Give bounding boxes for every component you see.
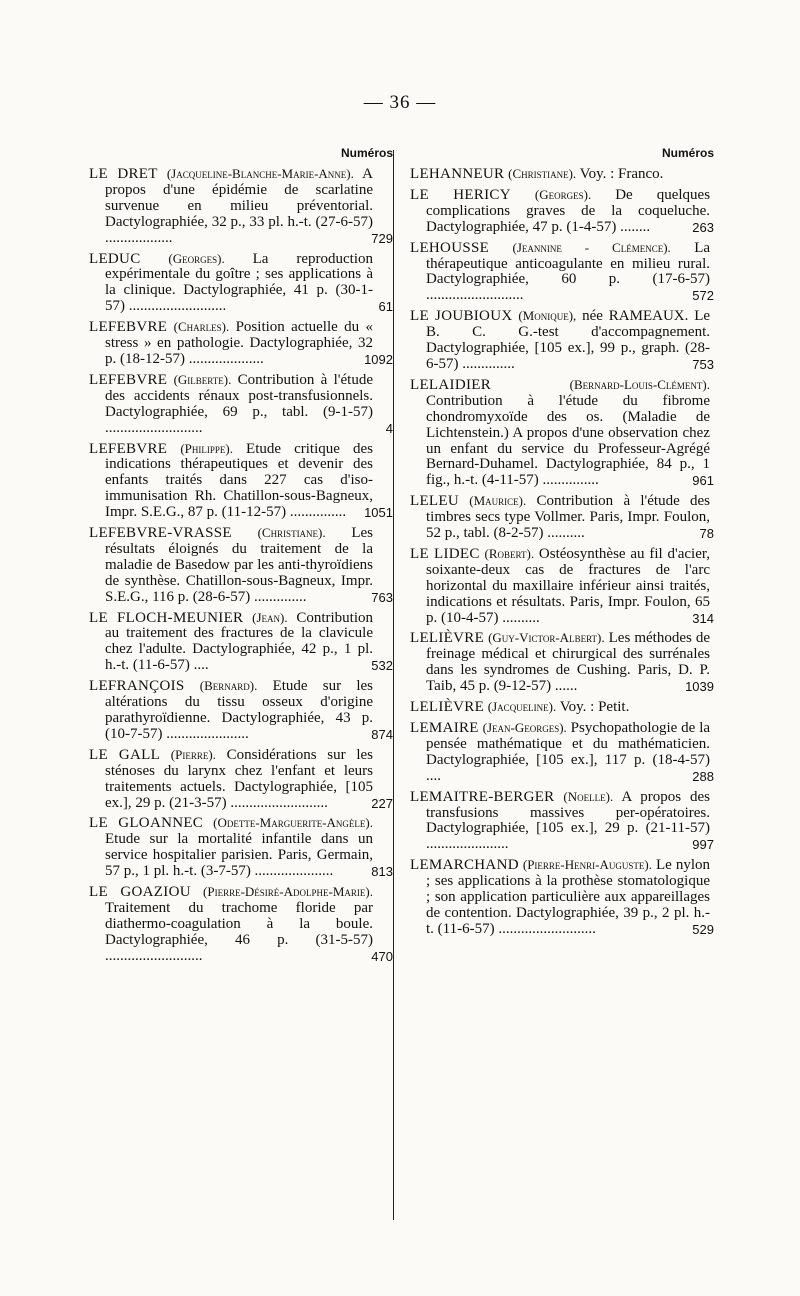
entry-number: 227: [371, 795, 393, 811]
author-surname: LEHANNEUR: [410, 166, 505, 182]
entry-list: [89, 166, 393, 965]
author-surname: LE DRET: [89, 166, 158, 182]
entry-number: 263: [692, 219, 714, 235]
author-surname: LE GALL: [89, 746, 161, 763]
author-surname: LELIÈVRE: [410, 699, 485, 716]
entry-description: Contribution à l'étude des accidents rénaux post-transfusionnels. Dactylographiée, 69 p., tabl. (9-1-57) ..........................: [105, 371, 373, 436]
entry-description: Le nylon ; ses applications à la prothèse stomatologique ; son application particulière aux appareillages de contention. Dactylographiée, 39 p., 2 pl. h.-t. (11-6-57) ..........................: [426, 857, 710, 937]
author-given-names: (Noelle).: [563, 788, 614, 804]
bibliography-entry: [410, 239, 714, 305]
author-given-names: (Jean-Georges).: [482, 720, 567, 735]
author-given-names: (Bernard-Louis-Clément).: [569, 376, 710, 392]
entry-description: Contribution à l'étude du fibrome chondromyxoïde des os. (Maladie de Lichtenstein.) A propos d'une observation chez un enfant du service du Professeur-Agrégé Bernard-Duhamel. Dactylographiée, 84 p., 1 fig., h.-t. (4-11-57) ...............: [426, 392, 710, 489]
author-given-names: (Maurice).: [469, 493, 527, 509]
author-surname: LEMAIRE: [410, 720, 479, 736]
entry-description: Position actuelle du « stress » en pathologie. Dactylographiée, 32 p. (18-12-57) ....................: [105, 319, 374, 367]
bibliography-entry: [410, 630, 714, 695]
entry-number: 763: [371, 589, 393, 605]
author-surname: LE FLOCH-MEUNIER: [89, 609, 244, 626]
entry-description: Les résultats éloignés du traitement de la maladie de Basedow par les anti-thyroïdiens de synthèse. Chatillon-sous-Bagneux, Impr. S.E.G., 116 p. (28-6-57) ..............: [105, 525, 374, 605]
entry-number: 78: [699, 526, 714, 542]
author-surname: LE LIDEC: [410, 545, 480, 562]
entry-description: Etude sur la mortalité infantile dans un service hospitalier parisien. Paris, Germain, 57 p., 1 pl. h.-t. (3-7-57) .....................: [105, 831, 373, 880]
author-given-names: (Jacqueline-Blanche-Marie-Anne).: [166, 166, 354, 181]
author-given-names: (Christiane).: [508, 166, 577, 181]
author-given-names: (Robert).: [484, 545, 535, 561]
entry-description: A propos d'une épidémie de scarlatine survenue en milieu préventorial. Dactylographiée, 32 p., 33 pl. h.-t. (27-6-57) ..................: [105, 166, 373, 246]
author-given-names: (Philippe).: [180, 440, 233, 456]
entry-description: Etude critique des indications thérapeutiques et devenir des enfants traités dans 227 cas d'iso-immunisation Rh. Chatillon-sous-Bagneux, Impr. S.E.G., 87 p. (11-12-57) ...............: [105, 440, 373, 521]
author-given-names: (Jean).: [252, 609, 288, 625]
entry-number: 61: [378, 299, 393, 315]
bibliography-entry: [89, 440, 393, 522]
author-surname: LEFRANÇOIS: [89, 678, 185, 695]
bibliography-entry: [89, 166, 393, 247]
author-surname: LE JOUBIOUX: [410, 308, 513, 325]
bibliography-entry: [89, 815, 393, 880]
entry-description: Contribution au traitement des fractures de la clavicule chez l'adulte. Dactylographiée, 42 p., 1 pl. h.-t. (11-6-57) ....: [105, 609, 374, 674]
author-given-names: (Pierre).: [170, 746, 216, 762]
entry-number: 532: [371, 658, 393, 674]
author-given-names: (Monique),: [518, 308, 577, 324]
author-surname: LEMAITRE-BERGER: [410, 788, 555, 805]
column-divider: [393, 150, 394, 1220]
entry-number: 813: [371, 864, 393, 880]
entry-description: Etude sur les altérations du tissu osseux d'origine parathyroïdienne. Dactylographiée, 43 p. (10-7-57) ......................: [105, 678, 374, 742]
entry-description: Contribution à l'étude des timbres secs type Vollmer. Paris, Impr. Foulon, 52 p., tabl. (8-2-57) ..........: [426, 493, 711, 542]
author-surname: LEFEBVRE: [89, 319, 168, 336]
bibliography-entry: [89, 250, 393, 316]
author-surname: LEDUC: [89, 250, 141, 267]
bibliography-entry: [410, 545, 714, 627]
bibliography-entry: [89, 678, 393, 743]
author-surname: LELEU: [410, 493, 459, 510]
author-given-names: (Gilberte).: [173, 371, 232, 387]
bibliography-entry: [410, 857, 714, 938]
column-header: Numéros: [340, 146, 393, 160]
entry-number: 470: [371, 948, 393, 964]
author-given-names: (Jeannine - Clémence).: [512, 239, 671, 255]
author-given-names: (Pierre-Désiré-Adolphe-Marie).: [203, 884, 373, 900]
entry-number: 874: [371, 726, 393, 742]
entry-number: 729: [371, 230, 393, 246]
entry-number: 1092: [364, 351, 393, 367]
bibliography-entry: [410, 788, 714, 854]
entry-number: 997: [692, 837, 714, 853]
entry-description: La reproduction expérimentale du goître ; ses applications à la clinique. Dactylographiée, 41 p. (30-1-57) ..........................: [105, 250, 373, 315]
page-number: — 36 —: [363, 92, 437, 113]
bibliography-entry: [410, 186, 714, 236]
author-surname: LEHOUSSE: [410, 239, 490, 256]
left-column: [89, 146, 393, 969]
author-given-names: (Bernard).: [199, 678, 258, 694]
bibliography-entry: [410, 493, 714, 542]
entry-description: A propos des transfusions massives per-opératoires. Dactylographiée, [105 ex.], 29 p. (21-11-57) ......................: [426, 788, 710, 853]
entry-number: 529: [692, 921, 714, 937]
author-given-names: (Pierre-Henri-Auguste).: [522, 857, 652, 873]
bibliography-entry: [89, 609, 393, 675]
entry-number: 314: [692, 610, 714, 626]
column-header: Numéros: [661, 146, 714, 160]
entry-description: Voy. : Petit.: [559, 699, 630, 716]
entry-description: Voy. : Franco.: [579, 166, 664, 182]
entry-number: 961: [692, 473, 714, 489]
author-given-names: (Charles).: [173, 319, 230, 335]
author-given-names: (Georges).: [534, 186, 592, 202]
bibliography-entry: [89, 884, 393, 965]
author-surname: LE HERICY: [410, 186, 511, 203]
author-given-names: (Odette-Marguerite-Angèle).: [213, 815, 374, 831]
author-surname: LELIÈVRE: [410, 630, 485, 647]
bibliography-entry: [89, 319, 393, 368]
entry-description: De quelques complications graves de la coqueluche. Dactylographiée, 47 p. (1-4-57) ........: [426, 186, 711, 235]
author-surname: LE GOAZIOU: [89, 884, 191, 901]
bibliography-entry: [410, 699, 710, 716]
entry-number: 572: [692, 288, 714, 304]
bibliography-entry: [410, 720, 714, 785]
bibliography-entry: [89, 371, 393, 437]
entry-description: La thérapeutique anticoagulante en milieu rural. Dactylographiée, 60 p. (17-6-57) ..........................: [426, 239, 711, 304]
author-surname: LEFEBVRE: [89, 440, 168, 457]
author-given-names: (Guy-Victor-Albert).: [488, 630, 605, 646]
bibliography-entry: [89, 525, 393, 606]
entry-description: Ostéosynthèse au fil d'acier, soixante-deux cas de fractures de l'arc horizontal du maxillaire inférieur ainsi traités, indications et résultats. Paris, Impr. Foulon, 65 p. (10-4-57) ..........: [426, 545, 710, 626]
bibliography-entry: [89, 746, 393, 812]
author-surname: LEFEBVRE: [89, 371, 168, 388]
bibliography-entry: [410, 308, 714, 373]
entry-number: 1039: [685, 679, 714, 695]
entry-number: 1051: [364, 505, 393, 521]
entry-number: 753: [692, 356, 714, 372]
entry-description: Les méthodes de freinage médical et chirurgical des surrénales dans les syndromes de Cushing. Paris, D. P. Taib, 45 p. (9-12-57) ......: [426, 630, 710, 695]
bibliography-entry: [410, 166, 710, 183]
entry-description: Considérations sur les sténoses du larynx chez l'enfant et leurs traitements actuels. Dactylographiée, [105 ex.], 29 p. (21-3-57) ..........................: [105, 746, 373, 811]
entry-description: Psychopathologie de la pensée mathématique et du mathématicien. Dactylographiée, [105 ex.], 117 p. (18-4-57) ....: [426, 720, 711, 784]
author-surname: LEFEBVRE-VRASSE: [89, 525, 232, 542]
author-given-names: (Jacqueline).: [487, 699, 557, 715]
right-column: [410, 146, 714, 942]
entry-number: 4: [385, 420, 393, 436]
entry-description: née RAMEAUX. Le B. C. G.-test d'accompagnement. Dactylographiée, [105 ex.], 99 p., graph. (28-6-57) ..............: [426, 308, 711, 372]
author-given-names: (Christiane).: [257, 525, 326, 541]
author-surname: LELAIDIER: [410, 376, 492, 393]
entry-list: [410, 166, 714, 938]
author-surname: LEMARCHAND: [410, 857, 519, 874]
author-given-names: (Georges).: [168, 250, 225, 266]
author-surname: LE GLOANNEC: [89, 815, 204, 832]
bibliography-entry: [410, 376, 714, 489]
entry-description: Traitement du trachome floride par diathermo-coagulation à la boule. Dactylographiée, 46 p. (31-5-57) ..........................: [105, 899, 373, 964]
entry-number: 288: [692, 768, 714, 784]
